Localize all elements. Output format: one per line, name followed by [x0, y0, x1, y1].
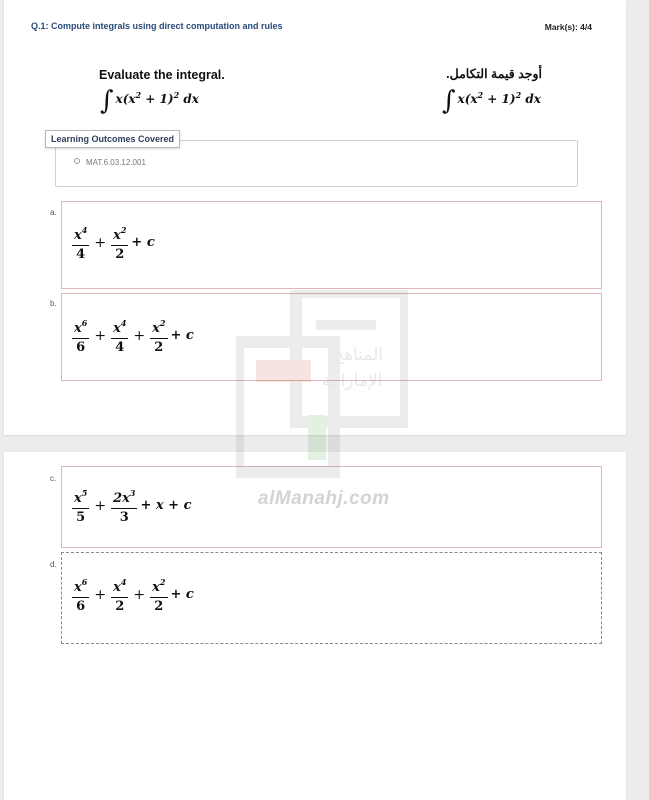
fraction: $\frac{x^2}{2}$ [152, 318, 166, 355]
learning-outcome-item [74, 158, 146, 167]
fraction: $\frac{x^5}{5}$ [74, 488, 88, 525]
integrand-arabic: $x(x^2 + 1)^2$ dx [457, 90, 541, 106]
option-c-letter: c. [50, 474, 57, 483]
learning-outcome-code: MAT.6.03.12.001 [86, 158, 146, 167]
watermark-text: alManahj.com [258, 488, 390, 509]
option-d-expression: $\frac{x^6}{6}$ + $\frac{x^4}{2}$ + $\frac{x^2}{2}$ + c [74, 577, 194, 614]
integral-arabic [442, 86, 541, 116]
fraction: $\frac{x^6}{6}$ [74, 577, 88, 614]
option-a-letter: a. [50, 208, 57, 217]
option-a-expression: $\frac{x^4}{4}$ + $\frac{x^2}{2}$ + c [74, 225, 155, 262]
marks-label: Mark(s): 4/4 [544, 22, 592, 32]
fraction: $\frac{2x^3}{3}$ [113, 488, 136, 525]
fraction: $\frac{x^6}{6}$ [74, 318, 88, 355]
option-b-expression: $\frac{x^6}{6}$ + $\frac{x^4}{4}$ + $\frac{x^2}{2}$ + c [74, 318, 194, 355]
option-d[interactable] [61, 552, 602, 644]
option-b-letter: b. [50, 299, 57, 308]
fraction: $\frac{x^4}{4}$ [113, 318, 127, 355]
question-page-top [4, 0, 626, 435]
option-c-expression: $\frac{x^5}{5}$ + $\frac{2x^3}{3}$ + x + c [74, 488, 192, 525]
prompt-english: Evaluate the integral. [99, 68, 225, 82]
fraction: $\frac{x^2}{2}$ [113, 225, 127, 262]
option-b[interactable] [61, 293, 602, 381]
fraction: $\frac{x^4}{2}$ [113, 577, 127, 614]
option-a[interactable] [61, 201, 602, 289]
integral-english [100, 86, 199, 116]
bullet-icon [74, 158, 80, 164]
prompt-arabic: أوجد قيمة التكامل. [446, 67, 542, 81]
question-title: Q.1: Compute integrals using direct computation and rules [31, 21, 283, 31]
fraction: $\frac{x^4}{4}$ [74, 225, 88, 262]
integrand-english: $x(x^2 + 1)^2$ dx [115, 90, 199, 106]
integral-sign-icon: ∫ [442, 86, 456, 116]
fraction: $\frac{x^2}{2}$ [152, 577, 166, 614]
learning-outcomes-title[interactable]: Learning Outcomes Covered [45, 130, 180, 148]
option-d-letter: d. [50, 560, 57, 569]
integral-sign-icon: ∫ [100, 86, 114, 116]
